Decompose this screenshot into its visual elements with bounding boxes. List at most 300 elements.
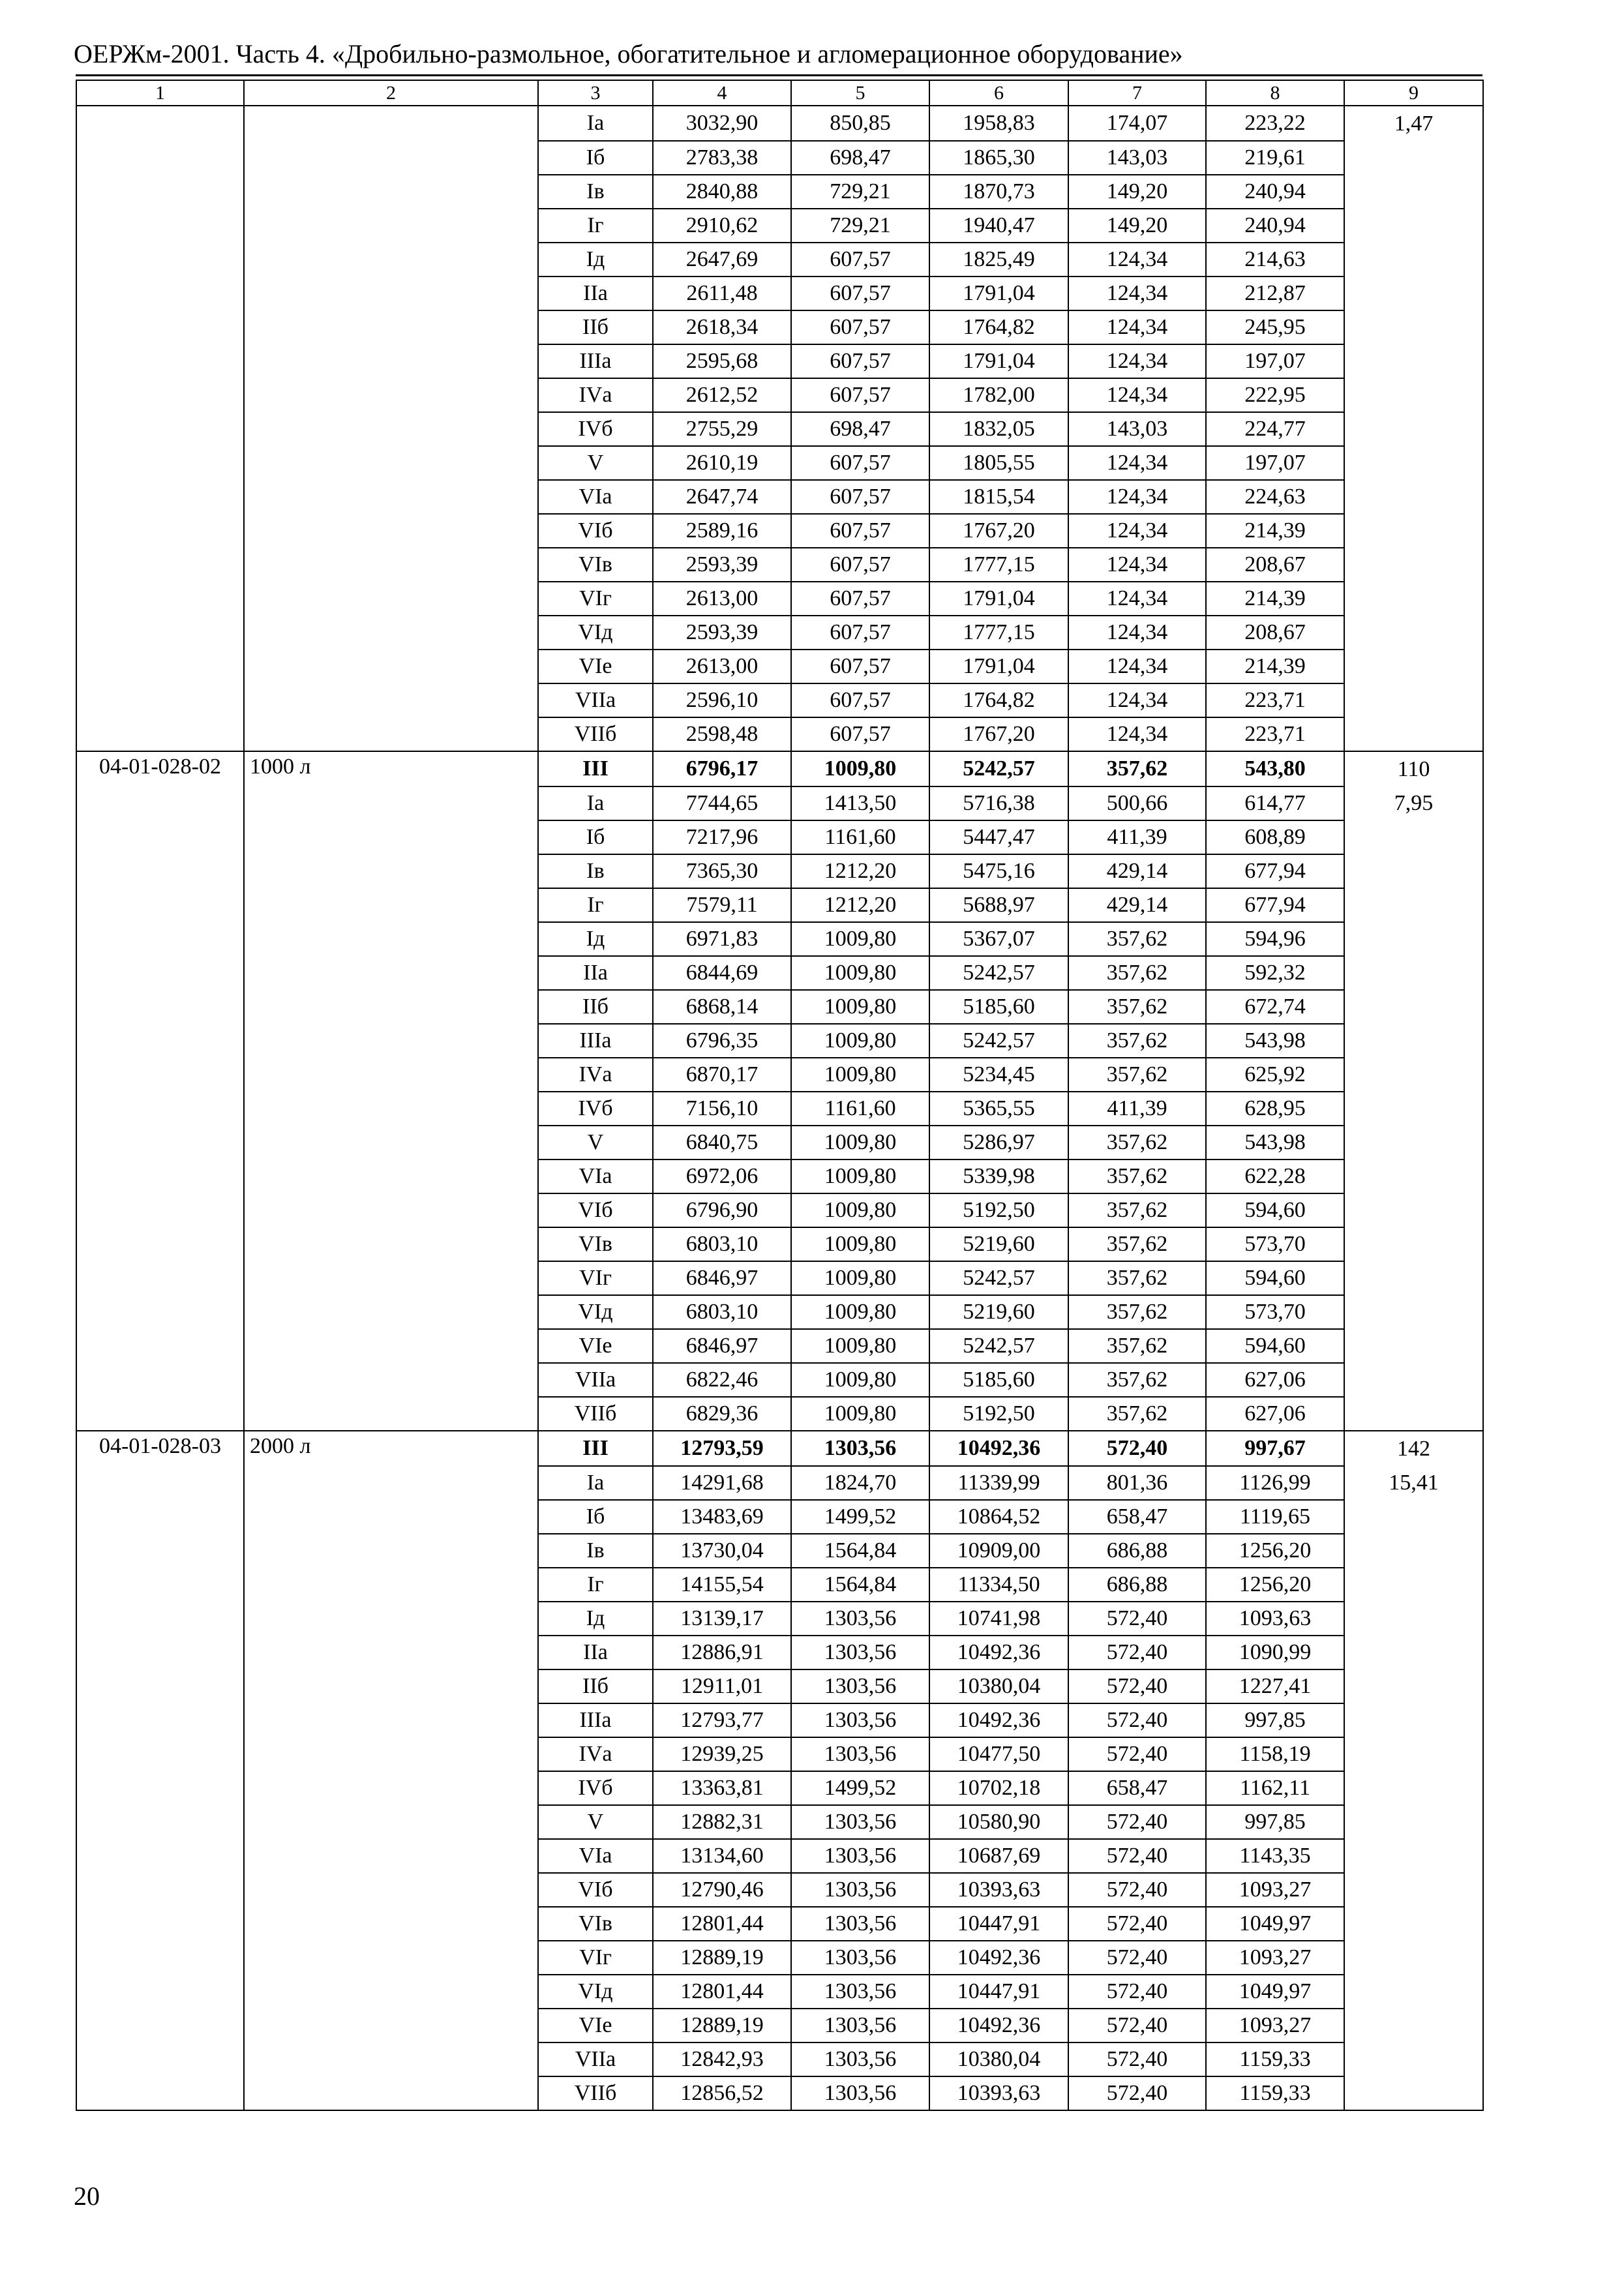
material-cost-cell: 997,85	[1206, 1805, 1344, 1839]
material-cost-cell: 1049,97	[1206, 1975, 1344, 2009]
mass-cell	[1344, 1771, 1483, 1805]
material-cost-cell: 594,60	[1206, 1261, 1344, 1295]
material-cost-cell: 214,39	[1206, 650, 1344, 683]
wage-cost-cell: 698,47	[791, 412, 929, 446]
wage-cost-cell: 1303,56	[791, 1669, 929, 1703]
machinist-wage-cell: 149,20	[1068, 175, 1206, 209]
mass-cell	[1344, 1500, 1483, 1534]
table-row	[76, 1636, 1483, 1669]
rate-name-cell	[244, 1159, 538, 1193]
mass-cell	[1344, 650, 1483, 683]
rate-name-cell	[244, 1329, 538, 1363]
wage-cost-cell: 607,57	[791, 650, 929, 683]
variant-cell: V	[538, 446, 653, 480]
wage-cost-cell: 1009,80	[791, 1363, 929, 1397]
variant-cell: Iв	[538, 175, 653, 209]
machine-cost-cell: 1764,82	[929, 683, 1068, 717]
machinist-wage-cell: 572,40	[1068, 1431, 1206, 1466]
rate-code-cell	[76, 548, 244, 582]
rate-code-cell	[76, 175, 244, 209]
rate-code-cell	[76, 1602, 244, 1636]
rate-code-cell	[76, 786, 244, 820]
total-cost-cell: 6796,17	[653, 751, 791, 786]
wage-cost-cell: 607,57	[791, 582, 929, 616]
variant-cell: Iб	[538, 820, 653, 854]
wage-cost-cell: 607,57	[791, 310, 929, 344]
wage-cost-cell: 607,57	[791, 616, 929, 650]
mass-cell	[1344, 277, 1483, 310]
total-cost-cell: 13139,17	[653, 1602, 791, 1636]
wage-cost-cell: 1009,80	[791, 1058, 929, 1092]
total-cost-cell: 2612,52	[653, 378, 791, 412]
rate-name-cell	[244, 1261, 538, 1295]
mass-cell	[1344, 683, 1483, 717]
mass-cell	[1344, 582, 1483, 616]
machine-cost-cell: 10702,18	[929, 1771, 1068, 1805]
rate-code-cell	[76, 2009, 244, 2042]
mass-cell: 110	[1344, 751, 1483, 786]
table-row	[76, 990, 1483, 1024]
wage-cost-cell: 1303,56	[791, 1737, 929, 1771]
machinist-wage-cell: 357,62	[1068, 1126, 1206, 1159]
material-cost-cell: 1227,41	[1206, 1669, 1344, 1703]
variant-cell: III	[538, 1431, 653, 1466]
machine-cost-cell: 5192,50	[929, 1397, 1068, 1431]
machinist-wage-cell: 357,62	[1068, 990, 1206, 1024]
rate-name-cell	[244, 1873, 538, 1907]
table-row	[76, 582, 1483, 616]
total-cost-cell: 2589,16	[653, 514, 791, 548]
machine-cost-cell: 1791,04	[929, 277, 1068, 310]
table-row	[76, 1363, 1483, 1397]
material-cost-cell: 1093,27	[1206, 1941, 1344, 1975]
mass-cell	[1344, 1159, 1483, 1193]
table-row	[76, 956, 1483, 990]
machinist-wage-cell: 357,62	[1068, 1058, 1206, 1092]
column-number-cell: 2	[244, 80, 538, 106]
rate-code-cell	[76, 717, 244, 751]
rate-code-cell	[76, 344, 244, 378]
machinist-wage-cell: 411,39	[1068, 820, 1206, 854]
table-row	[76, 888, 1483, 922]
mass-cell	[1344, 514, 1483, 548]
table-row	[76, 446, 1483, 480]
material-cost-cell: 197,07	[1206, 446, 1344, 480]
table-row	[76, 243, 1483, 277]
rate-name-cell	[244, 2076, 538, 2110]
total-cost-cell: 2647,69	[653, 243, 791, 277]
rate-code-cell	[76, 1873, 244, 1907]
mass-cell	[1344, 2042, 1483, 2076]
wage-cost-cell: 1413,50	[791, 786, 929, 820]
table-row	[76, 1058, 1483, 1092]
table-row	[76, 1534, 1483, 1568]
total-cost-cell: 3032,90	[653, 106, 791, 141]
mass-cell	[1344, 243, 1483, 277]
rate-code-cell	[76, 1159, 244, 1193]
material-cost-cell: 222,95	[1206, 378, 1344, 412]
machinist-wage-cell: 124,34	[1068, 582, 1206, 616]
material-cost-cell: 1256,20	[1206, 1568, 1344, 1602]
total-cost-cell: 6803,10	[653, 1295, 791, 1329]
mass-cell: 15,41	[1344, 1466, 1483, 1500]
variant-cell: IIа	[538, 277, 653, 310]
machine-cost-cell: 1767,20	[929, 514, 1068, 548]
total-cost-cell: 2610,19	[653, 446, 791, 480]
machine-cost-cell: 1958,83	[929, 106, 1068, 141]
machine-cost-cell: 10380,04	[929, 1669, 1068, 1703]
material-cost-cell: 1159,33	[1206, 2076, 1344, 2110]
machinist-wage-cell: 429,14	[1068, 888, 1206, 922]
mass-cell	[1344, 1329, 1483, 1363]
machine-cost-cell: 5185,60	[929, 990, 1068, 1024]
mass-cell	[1344, 888, 1483, 922]
variant-cell: Iг	[538, 888, 653, 922]
table-row	[76, 1941, 1483, 1975]
mass-cell	[1344, 1397, 1483, 1431]
wage-cost-cell: 729,21	[791, 209, 929, 243]
rate-name-cell	[244, 1227, 538, 1261]
machine-cost-cell: 10393,63	[929, 2076, 1068, 2110]
variant-cell: VIв	[538, 1907, 653, 1941]
machinist-wage-cell: 124,34	[1068, 683, 1206, 717]
machinist-wage-cell: 124,34	[1068, 548, 1206, 582]
total-cost-cell: 12801,44	[653, 1907, 791, 1941]
material-cost-cell: 594,60	[1206, 1329, 1344, 1363]
machinist-wage-cell: 124,34	[1068, 616, 1206, 650]
rate-name-cell	[244, 1669, 538, 1703]
wage-cost-cell: 850,85	[791, 106, 929, 141]
mass-cell	[1344, 1363, 1483, 1397]
wage-cost-cell: 1161,60	[791, 1092, 929, 1126]
wage-cost-cell: 1009,80	[791, 1227, 929, 1261]
variant-cell: VIв	[538, 1227, 653, 1261]
mass-cell	[1344, 2009, 1483, 2042]
total-cost-cell: 12856,52	[653, 2076, 791, 2110]
rate-code-cell	[76, 277, 244, 310]
rate-code-cell	[76, 1669, 244, 1703]
machine-cost-cell: 5242,57	[929, 1261, 1068, 1295]
rate-name-cell	[244, 310, 538, 344]
wage-cost-cell: 607,57	[791, 277, 929, 310]
rate-name-cell	[244, 1602, 538, 1636]
machinist-wage-cell: 801,36	[1068, 1466, 1206, 1500]
variant-cell: IVа	[538, 378, 653, 412]
variant-cell: IIIа	[538, 1703, 653, 1737]
machinist-wage-cell: 572,40	[1068, 1839, 1206, 1873]
material-cost-cell: 625,92	[1206, 1058, 1344, 1092]
mass-cell	[1344, 1602, 1483, 1636]
rate-code-cell	[76, 1126, 244, 1159]
material-cost-cell: 224,63	[1206, 480, 1344, 514]
mass-cell	[1344, 1839, 1483, 1873]
variant-cell: Iа	[538, 786, 653, 820]
variant-cell: Iд	[538, 1602, 653, 1636]
rate-name-cell	[244, 1737, 538, 1771]
machine-cost-cell: 1791,04	[929, 650, 1068, 683]
mass-cell	[1344, 1024, 1483, 1058]
mass-cell	[1344, 1907, 1483, 1941]
total-cost-cell: 2598,48	[653, 717, 791, 751]
rate-name-cell	[244, 1466, 538, 1500]
wage-cost-cell: 1564,84	[791, 1534, 929, 1568]
machine-cost-cell: 10492,36	[929, 1636, 1068, 1669]
material-cost-cell: 240,94	[1206, 175, 1344, 209]
page-number: 20	[74, 2181, 100, 2211]
material-cost-cell: 223,22	[1206, 106, 1344, 141]
machine-cost-cell: 5242,57	[929, 956, 1068, 990]
rate-code-cell	[76, 1193, 244, 1227]
total-cost-cell: 13363,81	[653, 1771, 791, 1805]
machinist-wage-cell: 149,20	[1068, 209, 1206, 243]
wage-cost-cell: 607,57	[791, 514, 929, 548]
wage-cost-cell: 1161,60	[791, 820, 929, 854]
total-cost-cell: 14291,68	[653, 1466, 791, 1500]
table-row	[76, 1602, 1483, 1636]
material-cost-cell: 543,98	[1206, 1126, 1344, 1159]
total-cost-cell: 12793,77	[653, 1703, 791, 1737]
rate-name-cell	[244, 786, 538, 820]
wage-cost-cell: 607,57	[791, 548, 929, 582]
variant-cell: Iг	[538, 1568, 653, 1602]
mass-cell	[1344, 1126, 1483, 1159]
machine-cost-cell: 1940,47	[929, 209, 1068, 243]
rate-code-cell	[76, 922, 244, 956]
variant-cell: VIIб	[538, 2076, 653, 2110]
mass-cell	[1344, 1636, 1483, 1669]
wage-cost-cell: 1009,80	[791, 751, 929, 786]
rate-code-cell	[76, 956, 244, 990]
table-row	[76, 1126, 1483, 1159]
total-cost-cell: 6846,97	[653, 1329, 791, 1363]
variant-cell: VIе	[538, 650, 653, 683]
rate-name-cell	[244, 106, 538, 141]
rate-name-cell	[244, 582, 538, 616]
total-cost-cell: 2613,00	[653, 582, 791, 616]
rate-name-cell: 1000 л	[244, 751, 538, 786]
rate-code-cell	[76, 141, 244, 175]
machinist-wage-cell: 357,62	[1068, 956, 1206, 990]
machinist-wage-cell: 357,62	[1068, 1227, 1206, 1261]
machinist-wage-cell: 658,47	[1068, 1500, 1206, 1534]
variant-cell: Iб	[538, 1500, 653, 1534]
total-cost-cell: 12790,46	[653, 1873, 791, 1907]
wage-cost-cell: 1303,56	[791, 1636, 929, 1669]
wage-cost-cell: 1824,70	[791, 1466, 929, 1500]
table-body	[76, 80, 1483, 2110]
rate-name-cell	[244, 141, 538, 175]
machine-cost-cell: 10492,36	[929, 2009, 1068, 2042]
machinist-wage-cell: 124,34	[1068, 717, 1206, 751]
material-cost-cell: 219,61	[1206, 141, 1344, 175]
variant-cell: Iа	[538, 1466, 653, 1500]
mass-cell	[1344, 922, 1483, 956]
machinist-wage-cell: 124,34	[1068, 446, 1206, 480]
machinist-wage-cell: 429,14	[1068, 854, 1206, 888]
machine-cost-cell: 10447,91	[929, 1975, 1068, 2009]
wage-cost-cell: 1303,56	[791, 1602, 929, 1636]
rate-name-cell	[244, 922, 538, 956]
machinist-wage-cell: 124,34	[1068, 480, 1206, 514]
rate-name-cell	[244, 1092, 538, 1126]
machinist-wage-cell: 357,62	[1068, 1363, 1206, 1397]
machinist-wage-cell: 124,34	[1068, 277, 1206, 310]
machine-cost-cell: 5192,50	[929, 1193, 1068, 1227]
variant-cell: V	[538, 1805, 653, 1839]
material-cost-cell: 212,87	[1206, 277, 1344, 310]
variant-cell: Iб	[538, 141, 653, 175]
machinist-wage-cell: 572,40	[1068, 1907, 1206, 1941]
mass-cell	[1344, 1193, 1483, 1227]
total-cost-cell: 7744,65	[653, 786, 791, 820]
total-cost-cell: 2755,29	[653, 412, 791, 446]
machine-cost-cell: 10492,36	[929, 1703, 1068, 1737]
total-cost-cell: 6803,10	[653, 1227, 791, 1261]
rate-code-cell	[76, 1737, 244, 1771]
rate-code-cell	[76, 1839, 244, 1873]
table-row	[76, 616, 1483, 650]
total-cost-cell: 12842,93	[653, 2042, 791, 2076]
rate-name-cell	[244, 650, 538, 683]
material-cost-cell: 677,94	[1206, 888, 1344, 922]
variant-cell: VIIа	[538, 1363, 653, 1397]
machinist-wage-cell: 124,34	[1068, 514, 1206, 548]
machine-cost-cell: 5367,07	[929, 922, 1068, 956]
rate-code-cell	[76, 1703, 244, 1737]
rate-name-cell	[244, 175, 538, 209]
machinist-wage-cell: 572,40	[1068, 1703, 1206, 1737]
rate-code-cell	[76, 1636, 244, 1669]
mass-cell: 7,95	[1344, 786, 1483, 820]
total-cost-cell: 12886,91	[653, 1636, 791, 1669]
wage-cost-cell: 1212,20	[791, 854, 929, 888]
mass-cell	[1344, 480, 1483, 514]
wage-cost-cell: 607,57	[791, 446, 929, 480]
variant-cell: VIIб	[538, 1397, 653, 1431]
wage-cost-cell: 1009,80	[791, 956, 929, 990]
rate-name-cell	[244, 412, 538, 446]
table-row	[76, 310, 1483, 344]
machine-cost-cell: 5242,57	[929, 1329, 1068, 1363]
material-cost-cell: 208,67	[1206, 548, 1344, 582]
material-cost-cell: 627,06	[1206, 1397, 1344, 1431]
table-row	[76, 209, 1483, 243]
material-cost-cell: 1049,97	[1206, 1907, 1344, 1941]
rate-name-cell	[244, 1771, 538, 1805]
material-cost-cell: 1090,99	[1206, 1636, 1344, 1669]
total-cost-cell: 2613,00	[653, 650, 791, 683]
material-cost-cell: 214,39	[1206, 582, 1344, 616]
wage-cost-cell: 1303,56	[791, 1839, 929, 1873]
machinist-wage-cell: 572,40	[1068, 1873, 1206, 1907]
mass-cell	[1344, 1873, 1483, 1907]
rate-code-cell	[76, 1261, 244, 1295]
total-cost-cell: 12911,01	[653, 1669, 791, 1703]
rate-code-cell	[76, 888, 244, 922]
table-row	[76, 1159, 1483, 1193]
rate-code-cell	[76, 1227, 244, 1261]
mass-cell	[1344, 820, 1483, 854]
machine-cost-cell: 1777,15	[929, 616, 1068, 650]
table-row	[76, 1737, 1483, 1771]
rate-name-cell	[244, 1703, 538, 1737]
total-cost-cell: 2618,34	[653, 310, 791, 344]
material-cost-cell: 628,95	[1206, 1092, 1344, 1126]
total-cost-cell: 6972,06	[653, 1159, 791, 1193]
rate-name-cell	[244, 956, 538, 990]
machine-cost-cell: 5339,98	[929, 1159, 1068, 1193]
machinist-wage-cell: 572,40	[1068, 1805, 1206, 1839]
machine-cost-cell: 5475,16	[929, 854, 1068, 888]
table-row	[76, 683, 1483, 717]
mass-cell	[1344, 1737, 1483, 1771]
variant-cell: Iд	[538, 922, 653, 956]
table-row	[76, 1771, 1483, 1805]
mass-cell	[1344, 1941, 1483, 1975]
material-cost-cell: 627,06	[1206, 1363, 1344, 1397]
machine-cost-cell: 10492,36	[929, 1431, 1068, 1466]
machine-cost-cell: 1791,04	[929, 344, 1068, 378]
variant-cell: V	[538, 1126, 653, 1159]
rate-code-cell	[76, 1534, 244, 1568]
total-cost-cell: 6796,90	[653, 1193, 791, 1227]
rate-name-cell	[244, 1363, 538, 1397]
total-cost-cell: 6829,36	[653, 1397, 791, 1431]
mass-cell	[1344, 412, 1483, 446]
table-row	[76, 1839, 1483, 1873]
table-row	[76, 1703, 1483, 1737]
wage-cost-cell: 1303,56	[791, 2042, 929, 2076]
rate-name-cell	[244, 243, 538, 277]
machinist-wage-cell: 143,03	[1068, 141, 1206, 175]
page-header: ОЕРЖм-2001. Часть 4. «Дробильно-размольное, обогатительное и агломерационное оборудование»	[74, 39, 1183, 68]
rate-code-cell	[76, 1500, 244, 1534]
table-row	[76, 175, 1483, 209]
rate-name-cell	[244, 209, 538, 243]
material-cost-cell: 197,07	[1206, 344, 1344, 378]
rate-code-cell	[76, 1466, 244, 1500]
material-cost-cell: 543,80	[1206, 751, 1344, 786]
machine-cost-cell: 10393,63	[929, 1873, 1068, 1907]
material-cost-cell: 1093,27	[1206, 2009, 1344, 2042]
machine-cost-cell: 5688,97	[929, 888, 1068, 922]
wage-cost-cell: 1303,56	[791, 1907, 929, 1941]
rate-code-cell	[76, 820, 244, 854]
table-row	[76, 650, 1483, 683]
rate-code-cell	[76, 650, 244, 683]
machine-cost-cell: 5234,45	[929, 1058, 1068, 1092]
wage-cost-cell: 1499,52	[791, 1500, 929, 1534]
material-cost-cell: 1093,27	[1206, 1873, 1344, 1907]
table-row	[76, 854, 1483, 888]
machinist-wage-cell: 124,34	[1068, 650, 1206, 683]
wage-cost-cell: 1499,52	[791, 1771, 929, 1805]
column-number-row	[76, 80, 1483, 106]
machinist-wage-cell: 572,40	[1068, 2042, 1206, 2076]
rate-code-cell: 04-01-028-02	[76, 751, 244, 786]
machinist-wage-cell: 357,62	[1068, 922, 1206, 956]
variant-cell: Iа	[538, 106, 653, 141]
variant-cell: VIг	[538, 1941, 653, 1975]
variant-cell: VIв	[538, 548, 653, 582]
rate-name-cell	[244, 378, 538, 412]
table-row	[76, 1975, 1483, 2009]
table-row	[76, 277, 1483, 310]
mass-cell	[1344, 344, 1483, 378]
rate-name-cell	[244, 277, 538, 310]
wage-cost-cell: 1303,56	[791, 1431, 929, 1466]
mass-cell	[1344, 717, 1483, 751]
